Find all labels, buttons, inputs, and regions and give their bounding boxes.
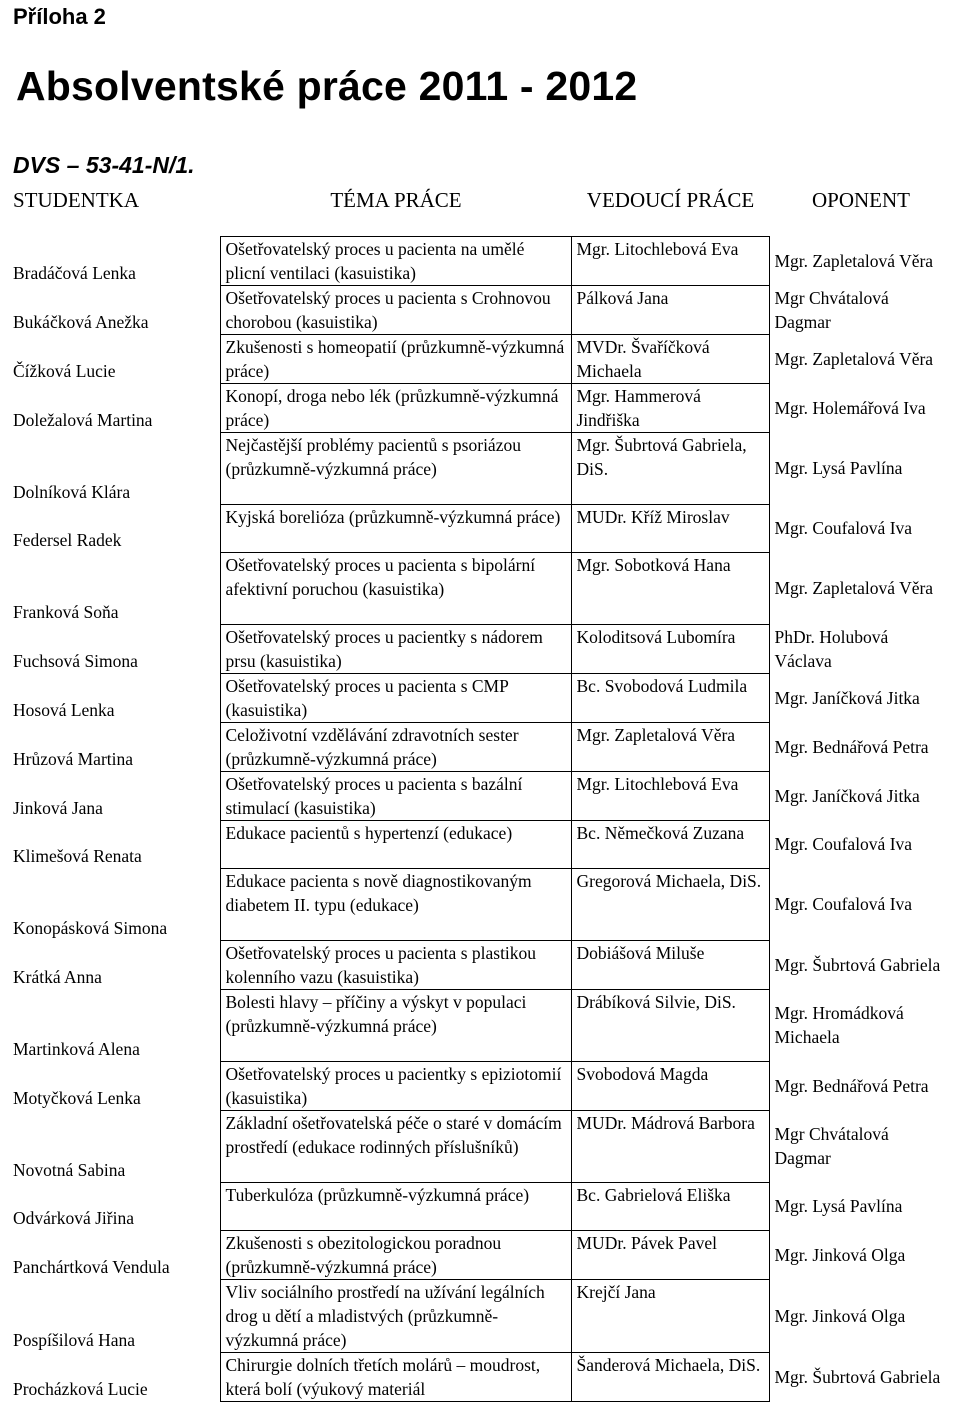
opponent-cell: Mgr. Šubrtová Gabriela — [774, 954, 941, 975]
topic-cell: Bolesti hlavy – příčiny a výskyt v populaci (průzkumně-výzkumná práce) — [220, 989, 571, 1061]
student-cell: Odvárková Jiřina — [13, 1208, 135, 1228]
opponent-cell: Mgr. Šubrtová Gabriela — [774, 1366, 941, 1387]
opponent-cell: Mgr. Coufalová Iva — [774, 834, 913, 854]
table-row — [8, 1061, 952, 1110]
opponent-cell: Mgr. Coufalová Iva — [774, 894, 913, 914]
table-row — [8, 820, 952, 868]
topic-cell: Ošetřovatelský proces u pacienta s CMP (kasuistika) — [220, 673, 571, 722]
table-row — [8, 989, 952, 1061]
table-row — [8, 1279, 952, 1352]
supervisor-cell: Drábíková Silvie, DiS. — [571, 989, 769, 1061]
supervisor-cell: Mgr. Hammerová Jindřiška — [571, 383, 769, 432]
topic-cell: Edukace pacientů s hypertenzí (edukace) — [220, 820, 571, 868]
supervisor-cell: Krejčí Jana — [571, 1279, 769, 1352]
opponent-cell: Mgr. Jinková Olga — [774, 1244, 906, 1265]
supervisor-cell: Mgr. Šubrtová Gabriela, DiS. — [571, 432, 769, 504]
topic-cell: Ošetřovatelský proces u pacienta s bipolární afektivní poruchou (kasuistika) — [220, 552, 571, 624]
opponent-cell: Mgr. Bednářová Petra — [774, 736, 929, 757]
supervisor-cell: Mgr. Litochlebová Eva — [571, 771, 769, 820]
student-cell: Krátká Anna — [13, 967, 102, 987]
student-cell: Novotná Sabina — [13, 1160, 126, 1180]
supervisor-cell: Mgr. Litochlebová Eva — [571, 236, 769, 285]
opponent-cell: PhDr. Holubová Václava — [774, 626, 889, 671]
table-row — [8, 722, 952, 771]
student-cell: Pospíšilová Hana — [13, 1330, 136, 1350]
table-row — [8, 868, 952, 940]
student-cell: Bukáčková Anežka — [13, 312, 149, 332]
table-row — [8, 432, 952, 504]
supervisor-cell: Bc. Němečková Zuzana — [571, 820, 769, 868]
opponent-cell: Mgr. Janíčková Jitka — [774, 687, 920, 708]
table-row — [8, 552, 952, 624]
topic-cell: Základní ošetřovatelská péče o staré v domácím prostředí (edukace rodinných příslušníků) — [220, 1110, 571, 1182]
student-cell: Procházková Lucie — [13, 1379, 148, 1399]
student-cell: Hosová Lenka — [13, 700, 115, 720]
supervisor-cell: Dobiášová Miluše — [571, 940, 769, 989]
supervisor-cell: Svobodová Magda — [571, 1061, 769, 1110]
opponent-cell: Mgr. Zapletalová Věra — [774, 578, 934, 598]
table-row — [8, 673, 952, 722]
topic-cell: Celoživotní vzdělávání zdravotních sester (průzkumně-výzkumná práce) — [220, 722, 571, 771]
student-cell: Doležalová Martina — [13, 410, 153, 430]
student-cell: Fuchsová Simona — [13, 651, 138, 671]
table-row — [8, 236, 952, 285]
page-title: Absolventské práce 2011 - 2012 — [16, 63, 638, 109]
table-row — [8, 1182, 952, 1230]
student-cell: Federsel Radek — [13, 530, 122, 550]
table-row — [8, 383, 952, 432]
student-cell: Bradáčová Lenka — [13, 263, 136, 283]
opponent-cell: Mgr. Lysá Pavlína — [774, 458, 903, 478]
supervisor-cell: Mgr. Sobotková Hana — [571, 552, 769, 624]
supervisor-cell: Gregorová Michaela, DiS. — [571, 868, 769, 940]
column-header-student: STUDENTKA — [13, 188, 139, 212]
appendix-label: Příloha 2 — [13, 4, 106, 29]
table-row — [8, 504, 952, 552]
table-row — [8, 1352, 952, 1401]
theses-table — [8, 182, 952, 1402]
topic-cell: Kyjská borelióza (průzkumně-výzkumná práce) — [220, 504, 571, 552]
supervisor-cell: MVDr. Švaříčková Michaela — [571, 334, 769, 383]
supervisor-cell: Koloditsová Lubomíra — [571, 624, 769, 673]
topic-cell: Zkušenosti s obezitologickou poradnou (průzkumně-výzkumná práce) — [220, 1230, 571, 1279]
student-cell: Motyčková Lenka — [13, 1088, 141, 1108]
column-header-opponent: OPONENT — [812, 188, 910, 212]
student-cell: Jinková Jana — [13, 798, 103, 818]
opponent-cell: Mgr. Jinková Olga — [774, 1305, 906, 1326]
table-row — [8, 285, 952, 334]
supervisor-cell: Bc. Gabrielová Eliška — [571, 1182, 769, 1230]
topic-cell: Zkušenosti s homeopatií (průzkumně-výzkumná práce) — [220, 334, 571, 383]
topic-cell: Ošetřovatelský proces u pacienta s plastikou kolenního vazu (kasuistika) — [220, 940, 571, 989]
student-cell: Klimešová Renata — [13, 846, 142, 866]
column-header-supervisor: VEDOUCÍ PRÁCE — [586, 188, 755, 212]
supervisor-cell: Šanderová Michaela, DiS. — [571, 1352, 769, 1401]
opponent-cell: Mgr. Lysá Pavlína — [774, 1196, 903, 1216]
table-row — [8, 334, 952, 383]
study-program-code: DVS – 53-41-N/1. — [13, 152, 195, 178]
topic-cell: Chirurgie dolních třetích molárů – moudrost, která bolí (výukový materiál — [220, 1352, 571, 1401]
opponent-cell: Mgr. Zapletalová Věra — [774, 250, 934, 271]
supervisor-cell: Pálková Jana — [571, 285, 769, 334]
topic-cell: Nejčastější problémy pacientů s psoriázou (průzkumně-výzkumná práce) — [220, 432, 571, 504]
table-row — [8, 940, 952, 989]
supervisor-cell: Bc. Svobodová Ludmila — [571, 673, 769, 722]
opponent-cell: Mgr. Holemářová Iva — [774, 397, 926, 418]
opponent-cell: Mgr Chvátalová Dagmar — [774, 287, 889, 332]
topic-cell: Ošetřovatelský proces u pacienta na umělé plicní ventilaci (kasuistika) — [220, 236, 571, 285]
topic-cell: Ošetřovatelský proces u pacientky s nádorem prsu (kasuistika) — [220, 624, 571, 673]
topic-cell: Ošetřovatelský proces u pacientky s epiziotomií (kasuistika) — [220, 1061, 571, 1110]
opponent-cell: Mgr Chvátalová Dagmar — [774, 1124, 889, 1168]
student-cell: Panchártková Vendula — [13, 1257, 170, 1277]
topic-cell: Ošetřovatelský proces u pacienta s bazální stimulací (kasuistika) — [220, 771, 571, 820]
opponent-cell: Mgr. Hromádková Michaela — [774, 1003, 904, 1047]
student-cell: Konopásková Simona — [13, 918, 168, 938]
student-cell: Martinková Alena — [13, 1039, 140, 1059]
opponent-cell: Mgr. Zapletalová Věra — [774, 348, 934, 369]
column-header-topic: TÉMA PRÁCE — [330, 188, 462, 212]
topic-cell: Edukace pacienta s nově diagnostikovaným diabetem II. typu (edukace) — [220, 868, 571, 940]
student-cell: Čížková Lucie — [13, 361, 116, 381]
supervisor-cell: Mgr. Zapletalová Věra — [571, 722, 769, 771]
topic-cell: Tuberkulóza (průzkumně-výzkumná práce) — [220, 1182, 571, 1230]
opponent-cell: Mgr. Janíčková Jitka — [774, 785, 920, 806]
supervisor-cell: MUDr. Mádrová Barbora — [571, 1110, 769, 1182]
topic-cell: Vliv sociálního prostředí na užívání legálních drog u dětí a mladistvých (průzkumně-výzkumná práce) — [220, 1279, 571, 1352]
table-row — [8, 624, 952, 673]
opponent-cell: Mgr. Coufalová Iva — [774, 518, 913, 538]
table-row — [8, 771, 952, 820]
table-header-row — [8, 182, 952, 236]
opponent-cell: Mgr. Bednářová Petra — [774, 1075, 929, 1096]
supervisor-cell: MUDr. Kříž Miroslav — [571, 504, 769, 552]
topic-cell: Ošetřovatelský proces u pacienta s Crohnovou chorobou (kasuistika) — [220, 285, 571, 334]
topic-cell: Konopí, droga nebo lék (průzkumně-výzkumná práce) — [220, 383, 571, 432]
student-cell: Dolníková Klára — [13, 482, 131, 502]
table-row — [8, 1230, 952, 1279]
table-row — [8, 1110, 952, 1182]
student-cell: Hrůzová Martina — [13, 749, 134, 769]
student-cell: Franková Soňa — [13, 602, 119, 622]
supervisor-cell: MUDr. Pávek Pavel — [571, 1230, 769, 1279]
